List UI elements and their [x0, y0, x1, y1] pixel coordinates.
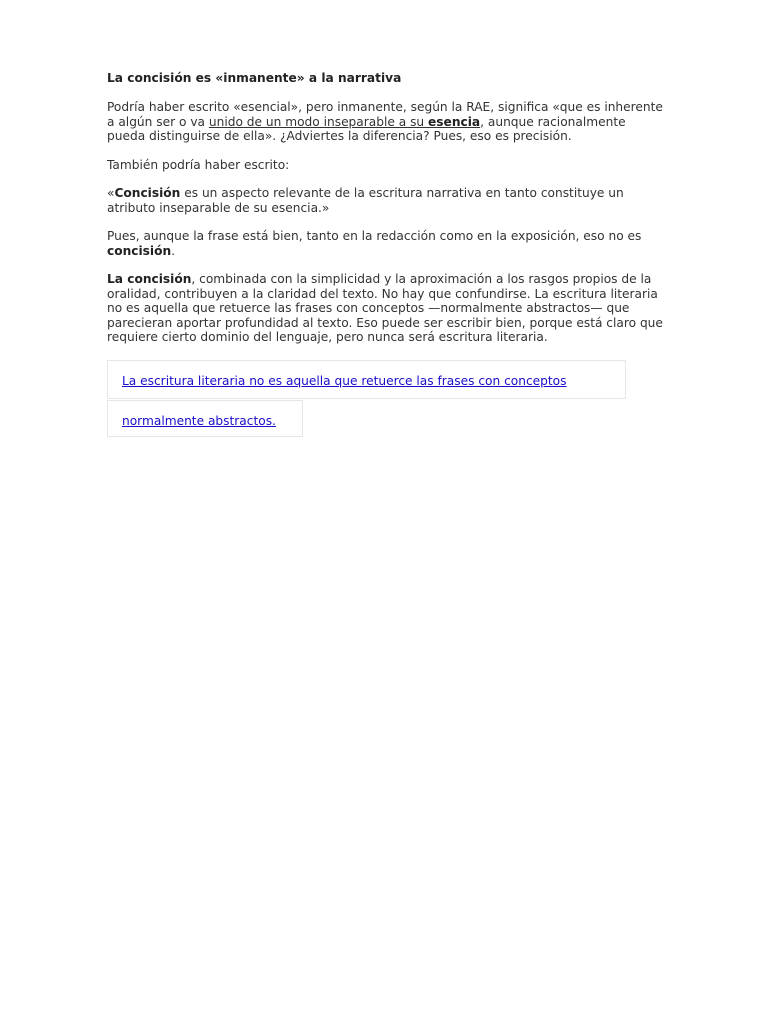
paragraph-pues — [107, 229, 667, 258]
paragraph-tambien: También podría haber escrito: — [107, 157, 290, 172]
paragraph-rae-definition — [107, 100, 667, 144]
paragraph-text: Pues, aunque la frase está bien, tanto en la redacción como en la exposición, eso no es — [107, 229, 642, 243]
bold-concision: Concisión — [114, 186, 181, 200]
link-box-1 — [107, 360, 626, 399]
underlined-phrase — [209, 115, 480, 129]
paragraph-text: . — [171, 243, 176, 258]
bold-esencia: esencia — [428, 114, 481, 129]
paragraph-text: , combinada con la simplicidad y la aproximación a los rasgos propios de la oralidad, contribuyen a la claridad del texto. No hay que confundirse. La escritura literaria no es aquella que retuerce las frases con conceptos —normalmente abstractos— que parecieran aportar profundidad al texto. Eso puede ser escribir bien, porque está claro que requiere cierto dominio del lenguaje, pero nunca será escritura literaria. — [107, 272, 663, 344]
link-box-row — [107, 399, 667, 437]
link-normalmente-abstractos[interactable]: normalmente abstractos. — [122, 413, 276, 428]
bold-la-concision: La concisión — [107, 272, 192, 286]
paragraph-text: , aunque racionalmente pueda distinguirse de ella». ¿Adviertes la diferencia? Pues, eso es precisión. — [107, 114, 626, 143]
paragraph-text: Podría haber escrito «esencial», pero inmanente, según la RAE, significa «que es inherente a algún ser o va — [107, 100, 663, 129]
bold-concision: concisión — [107, 243, 172, 258]
article-title: La concisión es «inmanente» a la narrativa — [107, 71, 402, 85]
link-box-row — [107, 359, 667, 399]
paragraph-text: es un aspecto relevante de la escritura narrativa en tanto constituye un atributo inseparable de su esencia.» — [107, 186, 624, 215]
underlined-text: unido de un modo inseparable a su — [208, 114, 429, 129]
paragraph-la-concision — [107, 272, 667, 345]
quote-open: « — [107, 186, 115, 200]
paragraph-quote — [107, 186, 667, 215]
article — [107, 71, 667, 437]
link-escritura-literaria[interactable]: La escritura literaria no es aquella que retuerce las frases con conceptos — [122, 373, 567, 388]
link-box-2 — [107, 400, 303, 437]
